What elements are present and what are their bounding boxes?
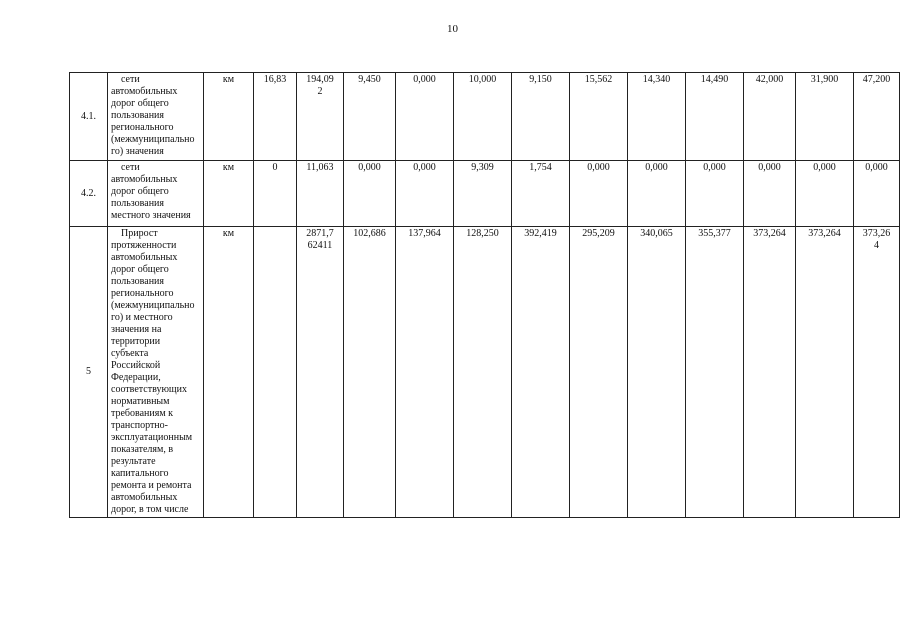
row-name (108, 73, 204, 161)
row-name-line: автомобильных (111, 252, 178, 263)
value-cell: 373,264 (744, 227, 796, 518)
row-name-line: протяженности (111, 240, 177, 251)
value-cell: 0,000 (686, 161, 744, 227)
value-cell: 392,419 (512, 227, 570, 518)
value-cell: 42,000 (744, 73, 796, 161)
row-name-line: (межмуниципально (111, 134, 195, 145)
table-row (70, 161, 900, 227)
row-name-line: пользования (111, 110, 164, 121)
indicators-table (69, 72, 900, 518)
value-cell: 373,26 4 (854, 227, 900, 518)
row-name-line: автомобильных (111, 174, 178, 185)
row-name-line: (межмуниципально (111, 300, 195, 311)
row-name-line: транспортно- (111, 420, 168, 431)
row-name-line: соответствующих (111, 384, 187, 395)
row-name-line: сети (121, 74, 140, 85)
value-cell: 0,000 (396, 73, 454, 161)
row-name-line: сети (121, 162, 140, 173)
row-name (108, 227, 204, 518)
value-cell: 0,000 (854, 161, 900, 227)
row-name-line: территории (111, 336, 161, 347)
row-name-line: автомобильных (111, 86, 178, 97)
row-number: 4.2. (70, 161, 108, 227)
row-name-line: го) и местного (111, 312, 173, 323)
value-cell: 2871,7 62411 (297, 227, 344, 518)
value-cell: 14,490 (686, 73, 744, 161)
value-cell: 9,150 (512, 73, 570, 161)
value-cell: 16,83 (254, 73, 297, 161)
row-unit: км (204, 73, 254, 161)
value-cell: 9,309 (454, 161, 512, 227)
row-name-line: дорог общего (111, 98, 169, 109)
value-cell: 373,264 (796, 227, 854, 518)
row-name-line: дорог общего (111, 264, 169, 275)
row-name-line: дорог общего (111, 186, 169, 197)
table-row (70, 73, 900, 161)
row-name-line: Прирост (121, 228, 158, 239)
value-cell: 0,000 (570, 161, 628, 227)
value-cell: 11,063 (297, 161, 344, 227)
row-name-line: регионального (111, 122, 174, 133)
value-cell: 137,964 (396, 227, 454, 518)
row-unit: км (204, 161, 254, 227)
value-cell: 10,000 (454, 73, 512, 161)
row-name-line: пользования (111, 276, 164, 287)
row-number: 5 (70, 227, 108, 518)
value-cell: 194,09 2 (297, 73, 344, 161)
row-name-line: показателям, в (111, 444, 174, 455)
row-name-line: капитального (111, 468, 169, 479)
value-cell: 31,900 (796, 73, 854, 161)
page-number: 10 (447, 23, 458, 35)
value-cell: 15,562 (570, 73, 628, 161)
row-name (108, 161, 204, 227)
row-name-line: го) значения (111, 146, 164, 157)
row-name-line: регионального (111, 288, 174, 299)
value-cell: 0,000 (628, 161, 686, 227)
row-name-line: эксплуатационным (111, 432, 193, 443)
row-name-line: пользования (111, 198, 164, 209)
row-name-line: результате (111, 456, 156, 467)
row-name-line: значения на (111, 324, 162, 335)
row-name-line: местного значения (111, 210, 191, 221)
value-cell: 0,000 (744, 161, 796, 227)
value-cell: 0 (254, 161, 297, 227)
value-cell (254, 227, 297, 518)
value-cell: 1,754 (512, 161, 570, 227)
row-unit: км (204, 227, 254, 518)
row-name-line: Российской (111, 360, 161, 371)
value-cell: 14,340 (628, 73, 686, 161)
value-cell: 9,450 (344, 73, 396, 161)
table-row (70, 227, 900, 518)
value-cell: 0,000 (344, 161, 396, 227)
row-number: 4.1. (70, 73, 108, 161)
row-name-line: автомобильных (111, 492, 178, 503)
value-cell: 355,377 (686, 227, 744, 518)
value-cell: 0,000 (796, 161, 854, 227)
value-cell: 102,686 (344, 227, 396, 518)
value-cell: 0,000 (396, 161, 454, 227)
row-name-line: Федерации, (111, 372, 161, 383)
row-name-line: нормативным (111, 396, 170, 407)
value-cell: 295,209 (570, 227, 628, 518)
row-name-line: ремонта и ремонта (111, 480, 192, 491)
row-name-line: требованиям к (111, 408, 174, 419)
value-cell: 47,200 (854, 73, 900, 161)
value-cell: 128,250 (454, 227, 512, 518)
row-name-line: субъекта (111, 348, 149, 359)
row-name-line: дорог, в том числе (111, 504, 189, 515)
value-cell: 340,065 (628, 227, 686, 518)
